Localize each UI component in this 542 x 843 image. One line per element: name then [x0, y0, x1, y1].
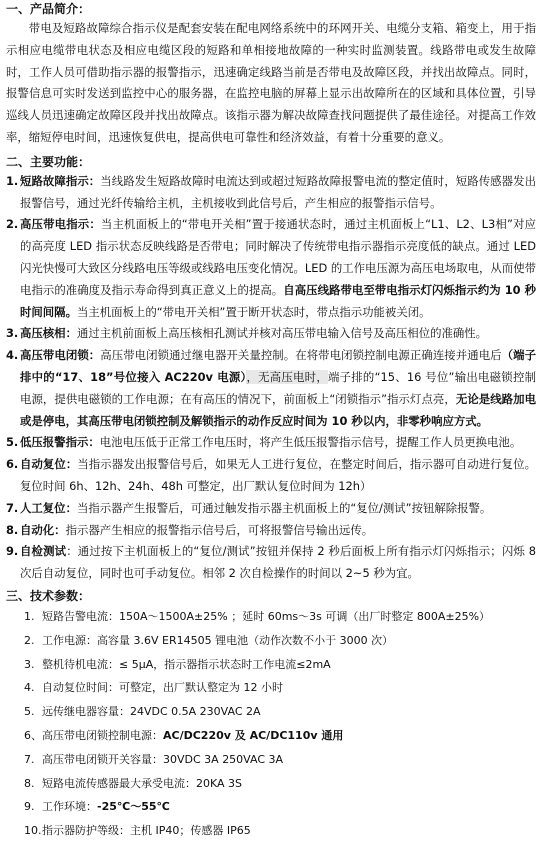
spec-text: 整机待机电流：≤ 5μA，指示器指示状态时工作电流≤2mA: [42, 657, 331, 671]
item-title: 低压报警指示：: [20, 435, 100, 450]
item-bold-text: （端子排中的“17、18”号位接入 AC220v 电源）: [20, 348, 536, 384]
item-number: 1.: [6, 173, 19, 188]
item-title: 自动化：: [20, 522, 66, 537]
spec-item-5: [6, 700, 536, 724]
item-text-b: 当主机面板上的“带电开关相”置于断开状态时，带点指示功能被关闭。: [76, 304, 431, 319]
item-title: 高压核相：: [20, 326, 77, 341]
spec-item-8: [6, 772, 536, 796]
item-title: 高压带电指示：: [20, 217, 101, 232]
item-highlight-text: ，无高压电时，: [246, 369, 328, 384]
item-number: 6.: [6, 457, 19, 472]
function-item-4: [6, 345, 536, 432]
function-item-1: [6, 171, 536, 215]
item-title: 自动复位：: [20, 457, 78, 472]
section-title-functions: 二、主要功能：: [6, 154, 91, 169]
item-text: 高压带电闭锁通过继电器开关量控制。在将带电闭锁控制电源正确连接并通电后: [100, 348, 502, 363]
item-number: 9.: [6, 544, 19, 559]
spec-number: 10.: [24, 824, 42, 838]
item-text: 指示器产生相应的报警指示信号后，可将报警信号输出远传。: [65, 522, 374, 537]
spec-text: 工作电源：高容量 3.6V ER14505 锂电池（动作次数不小于 3000 次）: [42, 633, 394, 647]
item-title: 短路故障指示：: [20, 173, 101, 188]
item-bold-text-b: 无论是线路加电或是停电，其高压带电闭锁控制及解锁指示的动作反应时间为 10 秒以内，非零秒响应方式。: [20, 391, 536, 428]
item-number: 4.: [6, 348, 19, 363]
spec-text: 工作环境：: [42, 800, 97, 814]
item-title: 高压带电闭锁：: [20, 348, 101, 363]
spec-text: 自动复位时间：可整定，出厂默认整定为 12 小时: [42, 681, 283, 695]
spec-item-7: [6, 748, 536, 772]
spec-text: 指示器防护等级：主机 IP40；传感器 IP65: [42, 824, 251, 838]
spec-number: 2.: [24, 633, 35, 647]
function-item-7: [6, 498, 536, 520]
item-text-b: 端子排的“15、16 号位”输出电磁锁控制电源，提供电磁锁的工作电源；在有高压的情况下，前面板上“闭锁指示”指示灯点亮，: [20, 369, 536, 406]
spec-item-2: [6, 629, 536, 653]
function-item-3: [6, 323, 536, 345]
item-number: 8.: [6, 522, 19, 537]
item-number: 7.: [6, 500, 19, 515]
spec-bold-text: -25℃～55℃: [97, 800, 170, 814]
item-text: 通过主机前面板上高压核相孔测试并核对高压带电输入信号及高压相位的准确性。: [76, 326, 488, 341]
item-bold-text: 自高压线路带电至带电指示灯闪烁指示约为 10 秒时间间隔。: [20, 282, 536, 319]
spec-number: 6、: [24, 728, 42, 742]
spec-text: 高压带电闭锁开关容量：30VDC 3A 250VAC 3A: [42, 752, 284, 766]
intro-paragraph: 带电及短路故障综合指示仪是配套安装在配电网络系统中的环网开关、电缆分支箱、箱变上，用于指示相应电缆带电状态及相应电缆区段的短路和单相接地故障的一种实时监测装置。线路带电或发生故障时，工作人员可借助指示器的报警指示，迅速确定线路当前是否带电及故障区段，并找出故障点。同时，报警信息可实时发送到监控中心的服务器，在监控电脑的屏幕上显示出故障所在的区域和具体位置，引导巡线人员迅速确定故障区段并找出故障点。该指示器为解决故障查找问题提供了最佳途径。对提高工作效率，缩短停电时间，迅速恢复供电，提高供电可靠性和经济效益，有着十分重要的意义。: [6, 21, 536, 144]
item-text: 电池电压低于正常工作电压时，将产生低压报警指示信号，提醒工作人员更换电池。: [99, 435, 522, 450]
item-text: ：通过按下主机面板上的“复位/测试”按钮并保持 2 秒后面板上所有指示灯闪烁指示；闪烁 8 次后自动复位，同时也可手动复位。相邻 2 次自检操作的时间以 2~5 秒为宜。: [20, 544, 536, 581]
item-text: 当主机面板上的“带电开关相”置于接通状态时，通过主机面板上“L1、L2、L3相”对应的高亮度 LED 指示状态反映线路是否带电；同时解决了传统带电指示器指示亮度低的缺点。通过 LED 闪光快慢可大致区分线路电压等级或线路电压变化情况。LED 的工作电压源为高压电场取电，从而使带电指示的准确度及指示寿命得到真正意义上的提高。: [20, 217, 536, 297]
spec-item-6: [6, 724, 536, 748]
item-text: 当指示器产生报警后，可通过触发指示器主机面板上的“复位/测试”按钮解除报警。: [76, 500, 492, 515]
function-item-6: [6, 454, 536, 498]
spec-number: 3.: [24, 657, 35, 671]
spec-text: 短路电流传感器最大承受电流：20KA 3S: [42, 776, 243, 790]
spec-number: 8.: [24, 776, 35, 790]
spec-number: 1.: [24, 609, 35, 623]
spec-item-9: [6, 795, 536, 819]
spec-number: 9.: [24, 800, 35, 814]
spec-number: 5.: [24, 705, 35, 719]
section-title-intro: 一、产品简介：: [6, 2, 91, 16]
function-item-9: [6, 541, 536, 585]
spec-item-1: [6, 605, 536, 629]
item-text: 当线路发生短路故障时电流达到或超过短路故障报警电流的整定值时，短路传感器发出报警信号，通过光纤传输给主机，主机接收到此信号后，产生相应的报警指示信号。: [20, 173, 536, 210]
item-text: 当指示器发出报警信号后，如果无人工进行复位，在整定时间后，指示器可自动进行复位。复位时间 6h、12h、24h、48h 可整定，出厂默认复位时间为 12h）: [20, 457, 536, 493]
item-number: 5.: [6, 435, 19, 450]
item-title: 人工复位：: [20, 500, 77, 515]
item-title: 自检测试: [20, 544, 67, 559]
spec-item-3: [6, 653, 536, 677]
spec-item-4: [6, 676, 536, 700]
item-number: 2.: [6, 217, 19, 232]
spec-bold-text: AC/DC220v 及 AC/DC110v 通用: [163, 728, 344, 742]
spec-text: 高压带电闭锁控制电源：: [42, 728, 163, 742]
spec-number: 4.: [24, 681, 35, 695]
item-number: 3.: [6, 326, 19, 341]
spec-text: 远传继电器容量：24VDC 0.5A 230VAC 2A: [42, 705, 261, 719]
function-item-5: [6, 432, 536, 454]
document-page: [6, 0, 536, 843]
spec-item-10: [6, 819, 536, 843]
section-title-specs: 三、技术参数：: [6, 588, 91, 603]
function-item-2: [6, 214, 536, 323]
spec-number: 7.: [24, 752, 35, 766]
function-item-8: [6, 520, 536, 542]
spec-text: 短路告警电流：150A～1500A±25% ；延时 60ms～3s 可调（出厂时整定 800A±25%）: [42, 609, 491, 623]
